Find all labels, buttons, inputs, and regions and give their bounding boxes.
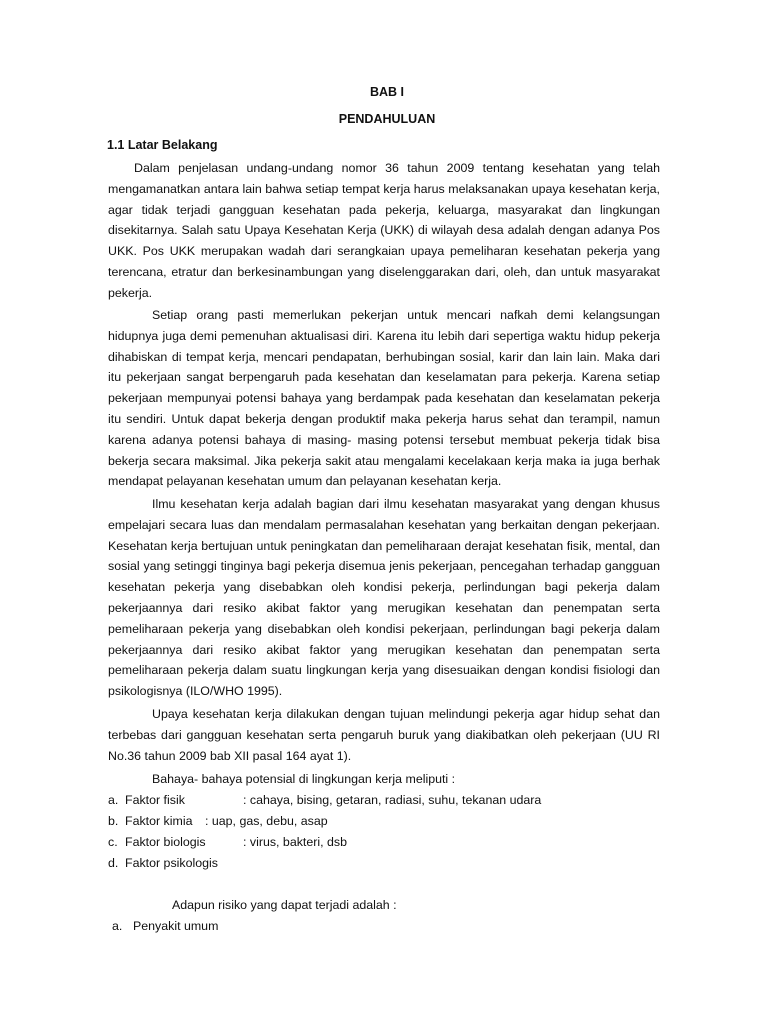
hazard-name: Faktor kimia [125, 814, 193, 828]
hazards-intro: Bahaya- bahaya potensial di lingkungan kerja meliputi : [152, 772, 456, 786]
hazard-name: Faktor biologis [125, 835, 206, 849]
chapter-number: BAB I [369, 85, 405, 99]
risks-intro: Adapun risiko yang dapat terjadi adalah : [172, 898, 397, 912]
hazard-description: : uap, gas, debu, asap [205, 814, 328, 828]
paragraph-1: Dalam penjelasan undang-undang nomor 36 tahun 2009 tentang kesehatan yang telah mengamanatkan antara lain bahwa setiap tempat kerja harus melaksanakan upaya kesehatan kerja, agar tidak terjadi gangguan kesehatan pada pekerja, keluarga, masyarakat dan lingkungan disekitarnya. Salah satu Upaya Kesehatan Kerja (UKK) di wilayah desa adalah dengan adanya Pos UKK. Pos UKK merupakan wadah dari serangkaian upaya pemeliharan kesehatan pekerja yang terencana, etratur dan berkesinambungan yang diselenggarakan dari, oleh, dan untuk masyarakat pekerja. [108, 161, 660, 300]
paragraph-4: Upaya kesehatan kerja dilakukan dengan tujuan melindungi pekerja agar hidup sehat dan terbebas dari gangguan kesehatan serta pengaruh buruk yang diakibatkan oleh pekerjaan (UU RI No.36 tahun 2009 bab XII pasal 164 ayat 1). [108, 707, 660, 763]
section-heading: 1.1 Latar Belakang [107, 138, 218, 152]
risk-name: Penyakit umum [133, 919, 219, 933]
paragraph-3: Ilmu kesehatan kerja adalah bagian dari ilmu kesehatan masyarakat yang dengan khusus empelajari secara luas dan mendalam permasalahan kesehatan yang berkaitan dengan pekerjaan. Kesehatan kerja bertujuan untuk peningkatan dan pemeliharaan derajat kesehatan fisik, mental, dan sosial yang setinggi tinginya bagi pekerja disemua jenis pekerjaan, pencegahan terhadap gangguan kesehatan pekerja yang disebabkan oleh kondisi pekerja, perlindungan bagi pekerja dalam pekerjaannya dari resiko akibat faktor yang merugikan kesehatan dan penempatan serta pemeliharaan pekerja yang disebabkan oleh kondisi pekerjaan, perlindungan bagi pekerja dalam pekerjaannya dari resiko akibat faktor yang merugikan kesehatan dan penempatan serta pemeliharaan pekerja dalam suatu lingkungan kerja yang disesuaikan dengan kondisi fisiologi dan psikologisnya (ILO/WHO 1995). [108, 497, 660, 699]
list-marker: c. [108, 835, 118, 849]
hazard-name: Faktor psikologis [125, 856, 218, 870]
hazard-description: : virus, bakteri, dsb [243, 835, 347, 849]
list-marker: b. [108, 814, 119, 828]
hazard-name: Faktor fisik [125, 793, 185, 807]
list-marker: a. [112, 919, 123, 933]
chapter-title: PENDAHULUAN [338, 112, 436, 126]
paragraph-2: Setiap orang pasti memerlukan pekerjan untuk mencari nafkah demi kelangsungan hidupnya juga demi pemenuhan aktualisasi diri. Karena itu lebih dari sepertiga waktu hidup pekerja dihabiskan di tempat kerja, mencari pendapatan, berhubingan sosial, karir dan lain lain. Maka dari itu pekerjaan sangat berpengaruh pada kesehatan dan keselamatan para pekerja. Karena setiap pekerjaan mempunyai potensi bahaya yang berdampak pada kesehatan dan keselamatan pekerja itu sendiri. Untuk dapat bekerja dengan produktif maka pekerja harus sehat dan terampil, namun karena adanya potensi bahaya di masing- masing potensi tersebut membuat pekerja tidak bisa bekerja secara maksimal. Jika pekerja sakit atau mengalami kecelakaan kerja maka ia juga berhak mendapat pelayanan kesehatan umum dan pelayanan kesehatan kerja. [108, 308, 660, 489]
list-marker: a. [108, 793, 119, 807]
hazard-description: : cahaya, bising, getaran, radiasi, suhu, tekanan udara [243, 793, 542, 807]
list-marker: d. [108, 856, 119, 870]
